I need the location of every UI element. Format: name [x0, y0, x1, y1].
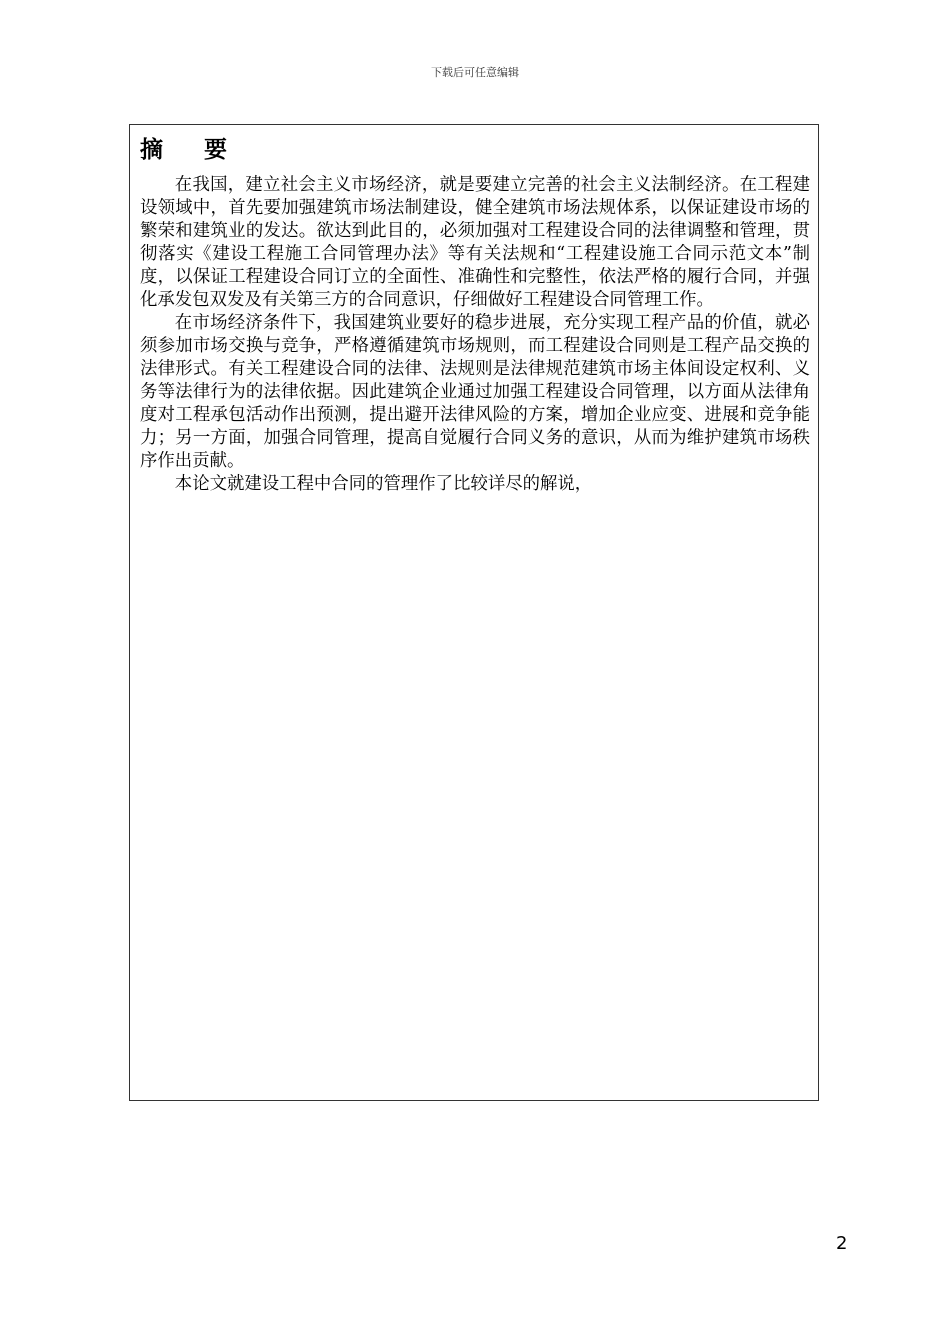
- abstract-title-char-2: 要: [204, 137, 228, 163]
- page-header: 下载后可任意编辑: [431, 66, 519, 79]
- abstract-body: [140, 174, 810, 496]
- abstract-title-char-1: 摘: [140, 137, 164, 163]
- abstract-title: [140, 136, 228, 164]
- abstract-paragraph-2: 在市场经济条件下，我国建筑业要好的稳步进展，充分实现工程产品的价值，就必须参加市场交换与竞争，严格遵循建筑市场规则，而工程建设合同则是工程产品交换的法律形式。有关工程建设合同的法律、法规则是法律规范建筑市场主体间设定权利、义务等法律行为的法律依据。因此建筑企业通过加强工程建设合同管理，以方面从法律角度对工程承包活动作出预测，提出避开法律风险的方案，增加企业应变、进展和竞争能力；另一方面，加强合同管理，提高自觉履行合同义务的意识，从而为维护建筑市场秩序作出贡献。: [140, 313, 810, 471]
- page-number: 2: [836, 1233, 848, 1254]
- abstract-paragraph-3: 本论文就建设工程中合同的管理作了比较详尽的解说，: [174, 474, 593, 494]
- abstract-paragraph-1: 在我国，建立社会主义市场经济，就是要建立完善的社会主义法制经济。在工程建设领域中，首先要加强建筑市场法制建设，健全建筑市场法规体系，以保证建设市场的繁荣和建筑业的发达。欲达到此目的，必须加强对工程建设合同的法律调整和管理，贯彻落实《建设工程施工合同管理办法》等有关法规和“工程建设施工合同示范文本”制度，以保证工程建设合同订立的全面性、准确性和完整性，依法严格的履行合同，并强化承发包双发及有关第三方的合同意识，仔细做好工程建设合同管理工作。: [140, 175, 810, 310]
